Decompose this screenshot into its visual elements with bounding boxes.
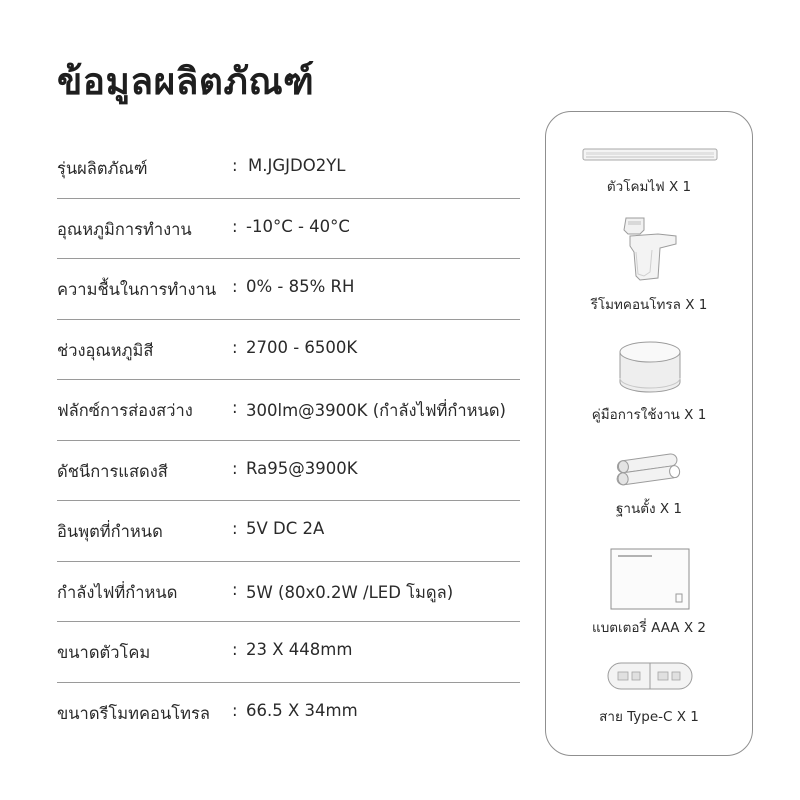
spec-label: ความชื้นในการทำงาน	[57, 280, 217, 299]
spec-row	[57, 622, 520, 683]
package-item-label: แบตเตอรี่ AAA X 2	[592, 620, 706, 636]
spec-value: 66.5 X 34mm	[246, 700, 358, 720]
spec-value: 0% - 85% RH	[246, 277, 355, 296]
spec-label: ช่วงอุณหภูมิสี	[57, 340, 154, 360]
spec-colon: :	[232, 337, 238, 357]
package-item-label: รีโมทคอนโทรล X 1	[590, 297, 708, 313]
spec-colon: :	[232, 458, 238, 478]
lamp-bar-icon	[582, 146, 718, 164]
spec-value: Ra95@3900K	[246, 458, 358, 478]
remote-control-icon	[614, 212, 684, 284]
spec-colon: :	[232, 700, 238, 720]
spec-row	[57, 259, 520, 320]
spec-colon: :	[232, 519, 238, 538]
usb-cable-icon	[606, 659, 694, 693]
spec-colon: :	[232, 579, 238, 599]
spec-row	[57, 380, 520, 441]
package-item-label: ฐานตั้ง X 1	[615, 501, 683, 517]
spec-value: 23 X 448mm	[246, 640, 353, 659]
spec-value: 300lm@3900K (กำลังไฟที่กำหนด)	[246, 401, 506, 420]
round-base-icon	[616, 340, 684, 396]
spec-value: 5W (80x0.2W /LED โมดูล)	[246, 582, 454, 602]
spec-row	[57, 441, 520, 502]
spec-colon: :	[232, 277, 238, 296]
spec-label: อุณหภูมิการทำงาน	[57, 219, 192, 239]
spec-label: ขนาดรีโมทคอนโทรล	[57, 703, 210, 723]
spec-label: ขนาดตัวโคม	[57, 643, 151, 662]
spec-colon: :	[232, 216, 238, 236]
spec-label: ฟลักซ์การส่องสว่าง	[57, 401, 193, 420]
package-item-label: สาย Type-C X 1	[599, 709, 699, 725]
manual-booklet-icon	[608, 546, 692, 612]
spec-value: M.JGJDO2YL	[248, 156, 346, 175]
spec-colon: :	[232, 398, 238, 417]
package-item-label: ตัวโคมไฟ X 1	[606, 179, 692, 195]
spec-label: กำลังไฟที่กำหนด	[57, 582, 178, 602]
spec-row	[57, 138, 520, 199]
spec-row	[57, 199, 520, 260]
spec-row	[57, 683, 520, 743]
package-item-label: คู่มือการใช้งาน X 1	[591, 407, 707, 423]
spec-row	[57, 320, 520, 381]
spec-row	[57, 562, 520, 623]
page-title: ข้อมูลผลิตภัณฑ์	[57, 60, 315, 103]
batteries-icon	[610, 451, 690, 487]
spec-label: ดัชนีการแสดงสี	[57, 461, 168, 481]
spec-colon: :	[232, 640, 238, 659]
spec-value: 5V DC 2A	[246, 519, 325, 538]
spec-colon: :	[232, 156, 238, 175]
spec-label: อินพุตที่กำหนด	[57, 522, 163, 541]
spec-value: -10°C - 40°C	[246, 216, 350, 236]
spec-value: 2700 - 6500K	[246, 337, 358, 357]
spec-row	[57, 501, 520, 562]
spec-table	[57, 138, 520, 742]
spec-label: รุ่นผลิตภัณฑ์	[57, 159, 148, 178]
package-contents-panel	[545, 111, 753, 756]
